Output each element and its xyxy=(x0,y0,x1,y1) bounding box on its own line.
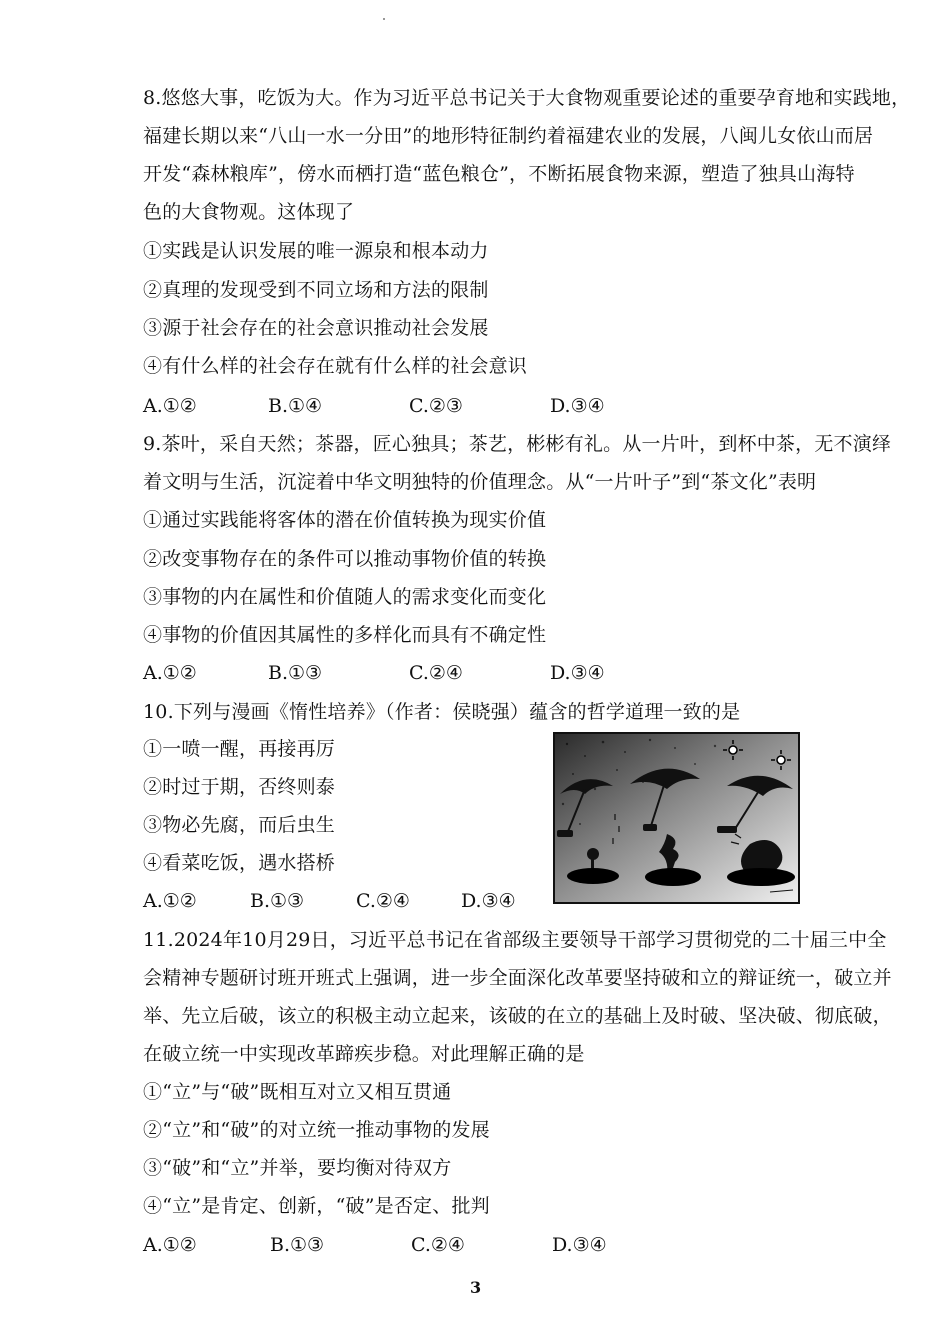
q9-option-d: D.③④ xyxy=(550,662,605,684)
q10-item-4: ④看菜吃饭，遇水搭桥 xyxy=(143,852,336,874)
q10-option-b: B.①③ xyxy=(250,890,305,912)
q11-option-b: B.①③ xyxy=(270,1234,325,1256)
q10-option-d: D.③④ xyxy=(461,890,516,912)
q11-item-3: ③“破”和“立”并举，要均衡对待双方 xyxy=(143,1157,452,1179)
q10-option-c: C.②④ xyxy=(356,890,410,912)
q9-option-a: A.①② xyxy=(143,662,197,684)
q9-option-b: B.①③ xyxy=(268,662,323,684)
q8-item-2: ②真理的发现受到不同立场和方法的限制 xyxy=(143,279,489,301)
q9-stem-line-2: 着文明与生活，沉淀着中华文明独特的价值理念。从“一片叶子”到“茶文化”表明 xyxy=(143,471,817,493)
q8-item-3: ③源于社会存在的社会意识推动社会发展 xyxy=(143,317,489,339)
q8-stem-line-4: 色的大食物观。这体现了 xyxy=(143,201,355,223)
page-number: 3 xyxy=(470,1278,482,1297)
q11-item-1: ①“立”与“破”既相互对立又相互贯通 xyxy=(143,1081,452,1103)
q8-stem-line-3: 开发“森林粮库”，傍水而栖打造“蓝色粮仓”，不断拓展食物来源，塑造了独具山海特 xyxy=(143,163,855,185)
q9-item-1: ①通过实践能将客体的潜在价值转换为现实价值 xyxy=(143,509,547,531)
q11-option-a: A.①② xyxy=(143,1234,197,1256)
q11-item-4: ④“立”是肯定、创新，“破”是否定、批判 xyxy=(143,1195,490,1217)
q8-stem-line-2: 福建长期以来“八山一水一分田”的地形特征制约着福建农业的发展，八闽儿女依山而居 xyxy=(143,125,874,147)
q10-item-1: ①一喷一醒，再接再厉 xyxy=(143,738,336,760)
scan-speck xyxy=(383,18,385,20)
q8-option-d: D.③④ xyxy=(550,395,605,417)
q9-item-2: ②改变事物存在的条件可以推动事物价值的转换 xyxy=(143,548,547,570)
q8-option-c: C.②③ xyxy=(409,395,463,417)
q11-stem-line-4: 在破立统一中实现改革蹄疾步稳。对此理解正确的是 xyxy=(143,1043,585,1065)
q10-stem: 10.下列与漫画《惰性培养》（作者：侯晓强）蕴含的哲学道理一致的是 xyxy=(143,701,741,723)
q8-option-a: A.①② xyxy=(143,395,197,417)
q10-option-a: A.①② xyxy=(143,890,197,912)
q9-item-3: ③事物的内在属性和价值随人的需求变化而变化 xyxy=(143,586,547,608)
q8-stem-line-1: 8.悠悠大事，吃饭为大。作为习近平总书记关于大食物观重要论述的重要孕育地和实践地， xyxy=(143,87,911,109)
cartoon-image xyxy=(553,732,800,904)
q10-item-2: ②时过于期，否终则泰 xyxy=(143,776,336,798)
q9-option-c: C.②④ xyxy=(409,662,463,684)
q8-item-4: ④有什么样的社会存在就有什么样的社会意识 xyxy=(143,355,528,377)
q11-option-d: D.③④ xyxy=(552,1234,607,1256)
cartoon-drawing xyxy=(555,734,798,902)
q11-stem-line-1: 11.2024年10月29日，习近平总书记在省部级主要领导干部学习贯彻党的二十届三中全 xyxy=(143,929,887,951)
q9-stem-line-1: 9.茶叶，采自天然；茶器，匠心独具；茶艺，彬彬有礼。从一片叶，到杯中茶，无不演绎 xyxy=(143,433,892,455)
q10-item-3: ③物必先腐，而后虫生 xyxy=(143,814,336,836)
q11-item-2: ②“立”和“破”的对立统一推动事物的发展 xyxy=(143,1119,490,1141)
q11-stem-line-3: 举、先立后破，该立的积极主动立起来，该破的在立的基础上及时破、坚决破、彻底破， xyxy=(143,1005,892,1027)
q8-item-1: ①实践是认识发展的唯一源泉和根本动力 xyxy=(143,240,489,262)
q8-option-b: B.①④ xyxy=(268,395,323,417)
q9-item-4: ④事物的价值因其属性的多样化而具有不确定性 xyxy=(143,624,547,646)
q11-stem-line-2: 会精神专题研讨班开班式上强调，进一步全面深化改革要坚持破和立的辩证统一，破立并 xyxy=(143,967,892,989)
q11-option-c: C.②④ xyxy=(411,1234,465,1256)
